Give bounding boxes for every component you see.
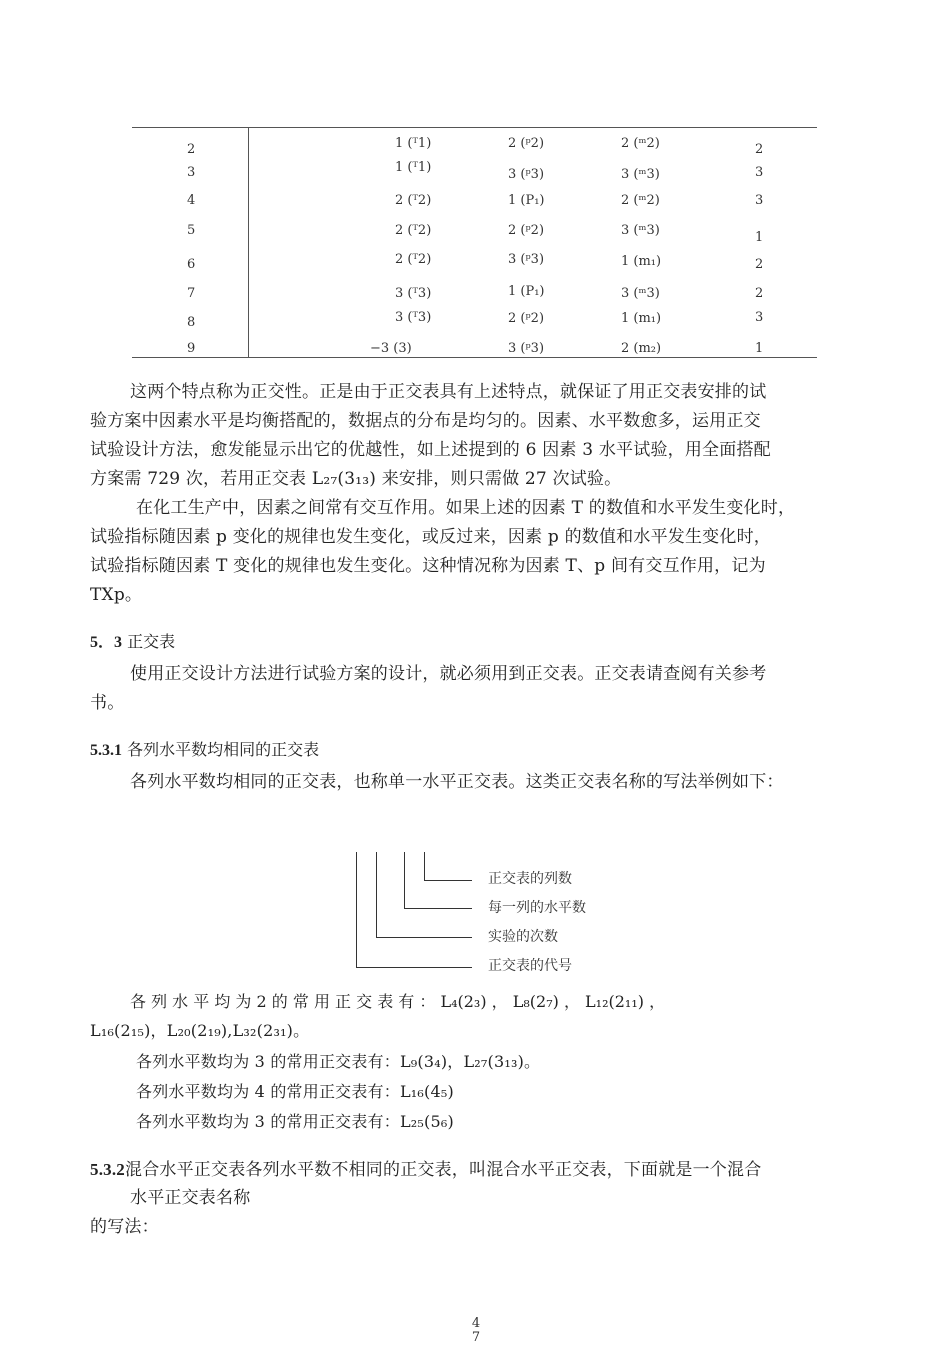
table-cell-p: 3 (ᵖ3) <box>508 341 545 356</box>
section-heading-5-3-1 <box>90 737 319 760</box>
table-cell-result: 1 <box>755 341 764 356</box>
diagram-label-code: 正交表的代号 <box>488 958 572 974</box>
table-cell-no: 2 <box>187 142 196 157</box>
table-cell-no: 8 <box>187 315 196 330</box>
text-line: 试验指标随因素 p 变化的规律也发生变化，或反过来，因素 p 的数值和水平发生变化时， <box>90 527 771 547</box>
text-line: 水平正交表名称 <box>130 1188 251 1208</box>
table-bottom-rule <box>132 357 817 358</box>
diagram-label-levels: 每一列的水平数 <box>488 900 586 916</box>
section-text: 混合水平正交表各列水平数不相同的正交表，叫混合水平正交表，下面就是一个混合 <box>125 1160 762 1180</box>
table-cell-p: 2 (ᵖ2) <box>508 311 545 326</box>
table-top-rule <box>132 127 817 128</box>
table-cell-t: 1 (ᵀ1) <box>395 160 432 175</box>
text-line: 这两个特点称为正交性。正是由于正交表具有上述特点，就保证了用正交表安排的试 <box>130 382 767 402</box>
table-cell-result: 2 <box>755 142 764 157</box>
table-cell-result: 3 <box>755 193 764 208</box>
page-number-top: 4 <box>471 1316 481 1331</box>
table-cell-p: 1 (P₁) <box>508 193 545 208</box>
table-cell-t: 3 (ᵀ3) <box>395 286 432 301</box>
diagram-label-columns: 正交表的列数 <box>488 871 572 887</box>
text-line-level-3: 各列水平数均为 3 的常用正交表有：L₉(3₄)，L₂₇(3₁₃)。 <box>136 1052 541 1071</box>
text-line: 方案需 729 次，若用正交表 L₂₇(3₁₃) 来安排，则只需做 27 次试验。 <box>90 469 622 489</box>
table-cell-t: 3 (ᵀ3) <box>395 310 432 325</box>
text-line-level-5: 各列水平数均为 3 的常用正交表有：L₂₅(5₆) <box>136 1112 454 1131</box>
section-number: 5．3 <box>90 634 123 651</box>
bracket-line <box>424 880 472 881</box>
table-cell-result: 2 <box>755 257 764 272</box>
table-cell-no: 5 <box>187 223 196 238</box>
section-heading-5-3 <box>90 629 175 652</box>
table-cell-p: 2 (ᵖ2) <box>508 223 545 238</box>
bracket-line <box>376 937 472 938</box>
bracket-line <box>356 967 472 968</box>
text-line: TXp。 <box>90 585 143 605</box>
table-cell-t: 1 (ᵀ1) <box>395 136 432 151</box>
table-cell-no: 4 <box>187 193 196 208</box>
text-line: 在化工生产中，因素之间常有交互作用。如果上述的因素 T 的数值和水平发生变化时， <box>136 498 796 518</box>
page-number-bottom: 7 <box>471 1330 481 1345</box>
table-cell-m: 1 (m₁) <box>621 254 662 269</box>
table-cell-no: 7 <box>187 286 196 301</box>
bracket-line <box>424 852 425 881</box>
text-line: 书。 <box>90 693 125 713</box>
table-cell-p: 3 (ᵖ3) <box>508 252 545 267</box>
text-line-level-2-cont: L₁₆(2₁₅)，L₂₀(2₁₉),L₃₂(2₃₁)。 <box>90 1021 310 1040</box>
table-cell-result: 3 <box>755 165 764 180</box>
diagram-label-runs: 实验的次数 <box>488 929 558 945</box>
section-heading-5-3-2 <box>90 1155 761 1185</box>
table-column-divider <box>248 127 249 357</box>
text-line: 试验指标随因素 T 变化的规律也发生变化。这种情况称为因素 T、p 间有交互作用，记为 <box>90 556 766 576</box>
text-line: 试验设计方法，愈发能显示出它的优越性，如上述提到的 6 因素 3 水平试验，用全面搭配 <box>90 440 771 460</box>
table-cell-t: 2 (ᵀ2) <box>395 193 432 208</box>
text-line: 验方案中因素水平是均衡搭配的，数据点的分布是均匀的。因素、水平数愈多，运用正交 <box>90 411 761 431</box>
section-title: 各列水平数均相同的正交表 <box>127 740 320 759</box>
table-cell-no: 9 <box>187 341 196 356</box>
text-line-level-4: 各列水平数均为 4 的常用正交表有：L₁₆(4₅) <box>136 1082 454 1101</box>
paragraph-single-level: 各列水平数均相同的正交表，也称单一水平正交表。这类正交表名称的写法举例如下： <box>130 772 784 792</box>
table-cell-m: 2 (ᵐ2) <box>621 136 660 151</box>
text-line: 的写法： <box>90 1217 159 1237</box>
table-cell-result: 2 <box>755 286 764 301</box>
section-number: 5.3.1 <box>90 742 122 759</box>
table-cell-p: 2 (ᵖ2) <box>508 136 545 151</box>
text-line: 使用正交设计方法进行试验方案的设计，就必须用到正交表。正交表请查阅有关参考 <box>130 664 767 684</box>
bracket-line <box>404 852 405 909</box>
table-cell-t: 2 (ᵀ2) <box>395 223 432 238</box>
bracket-line <box>404 908 472 909</box>
table-cell-m: 3 (ᵐ3) <box>621 286 660 301</box>
table-cell-t: −3 (3) <box>370 341 412 356</box>
table-cell-no: 3 <box>187 165 196 180</box>
table-cell-result: 3 <box>755 310 764 325</box>
table-cell-m: 2 (m₂) <box>621 341 662 356</box>
text-line-level-2: 各 列 水 平 均 为 2 的 常 用 正 交 表 有 ： L₄(2₃) ， L₈(2₇) ， L₁₂(2₁₁) ， <box>130 992 666 1011</box>
table-cell-m: 1 (m₁) <box>621 311 662 326</box>
section-number: 5.3.2 <box>90 1160 125 1179</box>
section-title: 正交表 <box>127 632 176 651</box>
table-cell-no: 6 <box>187 257 196 272</box>
table-cell-m: 2 (ᵐ2) <box>621 193 660 208</box>
bracket-line <box>356 852 357 968</box>
table-cell-t: 2 (ᵀ2) <box>395 252 432 267</box>
bracket-line <box>376 852 377 938</box>
table-cell-p: 1 (P₁) <box>508 284 545 299</box>
table-cell-m: 3 (ᵐ3) <box>621 167 660 182</box>
table-cell-result: 1 <box>755 230 764 245</box>
table-cell-p: 3 (ᵖ3) <box>508 167 545 182</box>
table-cell-m: 3 (ᵐ3) <box>621 223 660 238</box>
